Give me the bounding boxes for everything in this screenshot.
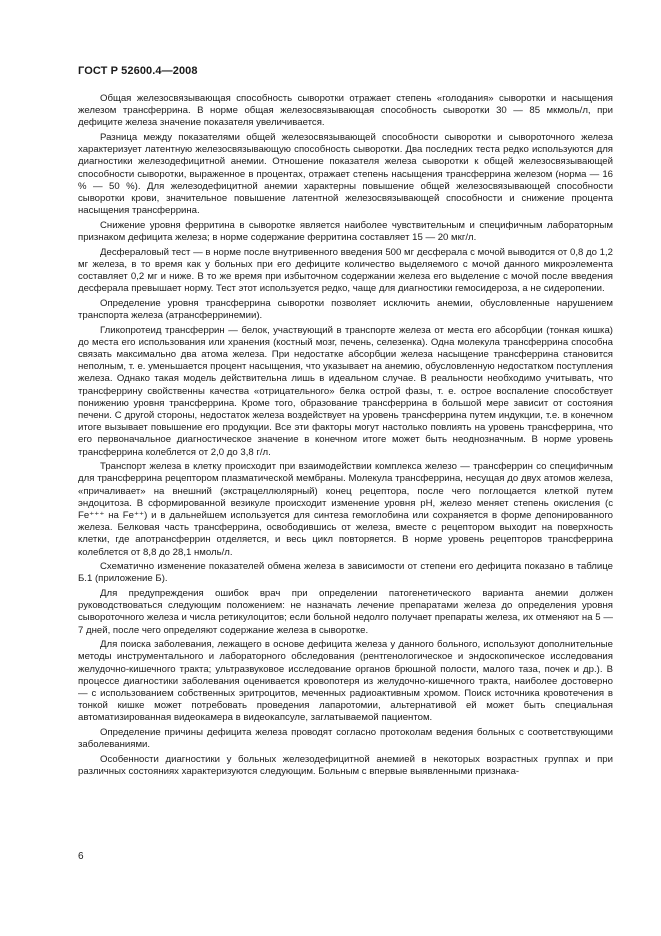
document-header: ГОСТ Р 52600.4—2008 xyxy=(78,65,198,77)
body-text xyxy=(78,93,613,781)
paragraph: Снижение уровня ферритина в сыворотке является наиболее чувствительным и специфичным лабораторным признаком дефицита железа; в норме содержание ферритина составляет 15 — 20 мкг/л. xyxy=(78,219,613,244)
page-number: 6 xyxy=(78,851,84,862)
paragraph: Десфераловый тест — в норме после внутривенного введения 500 мг десферала с мочой выводится от 0,8 до 1,2 мг железа, в то время как у больных при его дефиците количество выделяемого с мочой данного микроэлемента составляет 0,2 мг и ниже. В то же время при избыточном содержании железа его выделение с мочой после введения десферала превышает норму. Тест этот используется редко, чаще для диагностики гемосидероза, а не сидеропении. xyxy=(78,246,613,295)
paragraph: Особенности диагностики у больных железодефицитной анемией в некоторых возрастных группах и при различных состояниях характеризуются следующим. Больным с впервые выявленными признака- xyxy=(78,753,613,778)
paragraph: Разница между показателями общей железосвязывающей способности сыворотки и сывороточного железа характеризует латентную железосвязывающую способность сыворотки. Два последних теста редко используются для диагностики железодефицитной анемии. Отношение показателя железа сыворотки к общей железосвязывающей способности сыворотки, выраженное в процентах, отражает степень насыщения трансферрина железом (норма — 16 % — 50 %). Для железодефицитной анемии характерны повышение общей железосвязывающей способности сыворотки крови, значительное повышение латентной железосвязывающей способности и снижение процента насыщения трансферрина. xyxy=(78,132,613,217)
paragraph: Для поиска заболевания, лежащего в основе дефицита железа у данного больного, используют дополнительные методы инструментального и лабораторного обследования (рентгенологическое и эндоскопическое исследования желудочно-кишечного тракта; ультразвуковое исследование органов брюшной полости, малого таза, почек и др.). В процессе диагностики заболевания оценивается кровопотеря из желудочно-кишечного тракта, наиболее достоверно — с использованием собственных эритроцитов, меченных радиоактивным хромом. Поиск источника кровотечения в тонкой кишке может потребовать проведения лапаротомии, альтернативой ей может быть специальная автоматизированная видеокамера в видеокапсуле, заглатываемой пациентом. xyxy=(78,639,613,724)
paragraph: Определение уровня трансферрина сыворотки позволяет исключить анемии, обусловленные нарушением транспорта железа (атрансферринемии). xyxy=(78,297,613,322)
paragraph: Транспорт железа в клетку происходит при взаимодействии комплекса железо — трансферрин со специфичным для трансферрина рецептором плазматической мембраны. Молекула трансферрина, несущая до двух атомов железа, «причаливает» на внешний (экстрацеллюлярный) конец рецептора, после чего поглощается клеткой путем эндоцитоза. В сформированной везикуле происходит изменение уровня pH, железо меняет степень окисления (с Fe⁺⁺⁺ на Fe⁺⁺) и в дальнейшем используется для синтеза гемоглобина или сохраняется в форме депонированного железа. Белковая часть трансферрина, освободившись от железа, вместе с рецептором выходит на поверхность клетки, где апотрансферрин отделяется, и весь цикл повторяется. В норме уровень рецепторов трансферрина колеблется от 8,8 до 28,1 нмоль/л. xyxy=(78,461,613,558)
paragraph: Общая железосвязывающая способность сыворотки отражает степень «голодания» сыворотки и насыщения железом трансферрина. В норме общая железосвязывающая способность сыворотки 30 — 85 мкмоль/л, при дефиците железа значение показателя увеличивается. xyxy=(78,93,613,129)
paragraph: Схематично изменение показателей обмена железа в зависимости от степени его дефицита показано в таблице Б.1 (приложение Б). xyxy=(78,561,613,585)
paragraph: Гликопротеид трансферрин — белок, участвующий в транспорте железа от места его абсорбции (тонкая кишка) до места его использования или хранения (костный мозг, печень, селезенка). Одна молекула трансферрина способна связать максимально два атома железа. При недостатке абсорбции железа насыщение трансферрина становится неполным, т. е. уменьшается процент насыщения, что указывает на анемию, обусловленную недостатком поступления железа. Однако такая модель действительна лишь в идеальном случае. В реальности необходимо учитывать, что трансферрину свойственны качества «отрицательного» белка острой фазы, т. е. острое воспаление способствует понижению уровня трансферрина. Кроме того, образование трансферрина в большой мере зависит от состояния печени. С другой стороны, недостаток железа воздействует на уровень трансферрина путем индукции, т.е. в конечном итоге вызывает повышение его продукции. Все эти факторы могут настолько повлиять на уровень трансферрина, что его первоначальное диагностическое значение в конечном итоге может быть неоднозначным. В норме уровень трансферрина колеблется от 2,0 до 3,8 г/л. xyxy=(78,324,613,458)
paragraph: Определение причины дефицита железа проводят согласно протоколам ведения больных с соответствующими заболеваниями. xyxy=(78,727,613,751)
paragraph: Для предупреждения ошибок врач при определении патогенетического варианта анемии должен руководствоваться следующим положением: не назначать лечение препаратами железа до определения уровня сывороточного железа и числа ретикулоцитов; если больной недолго получает препараты железа, их отменяют на 5 — 7 дней, после чего определяют содержание железа в сыворотке. xyxy=(78,588,613,636)
